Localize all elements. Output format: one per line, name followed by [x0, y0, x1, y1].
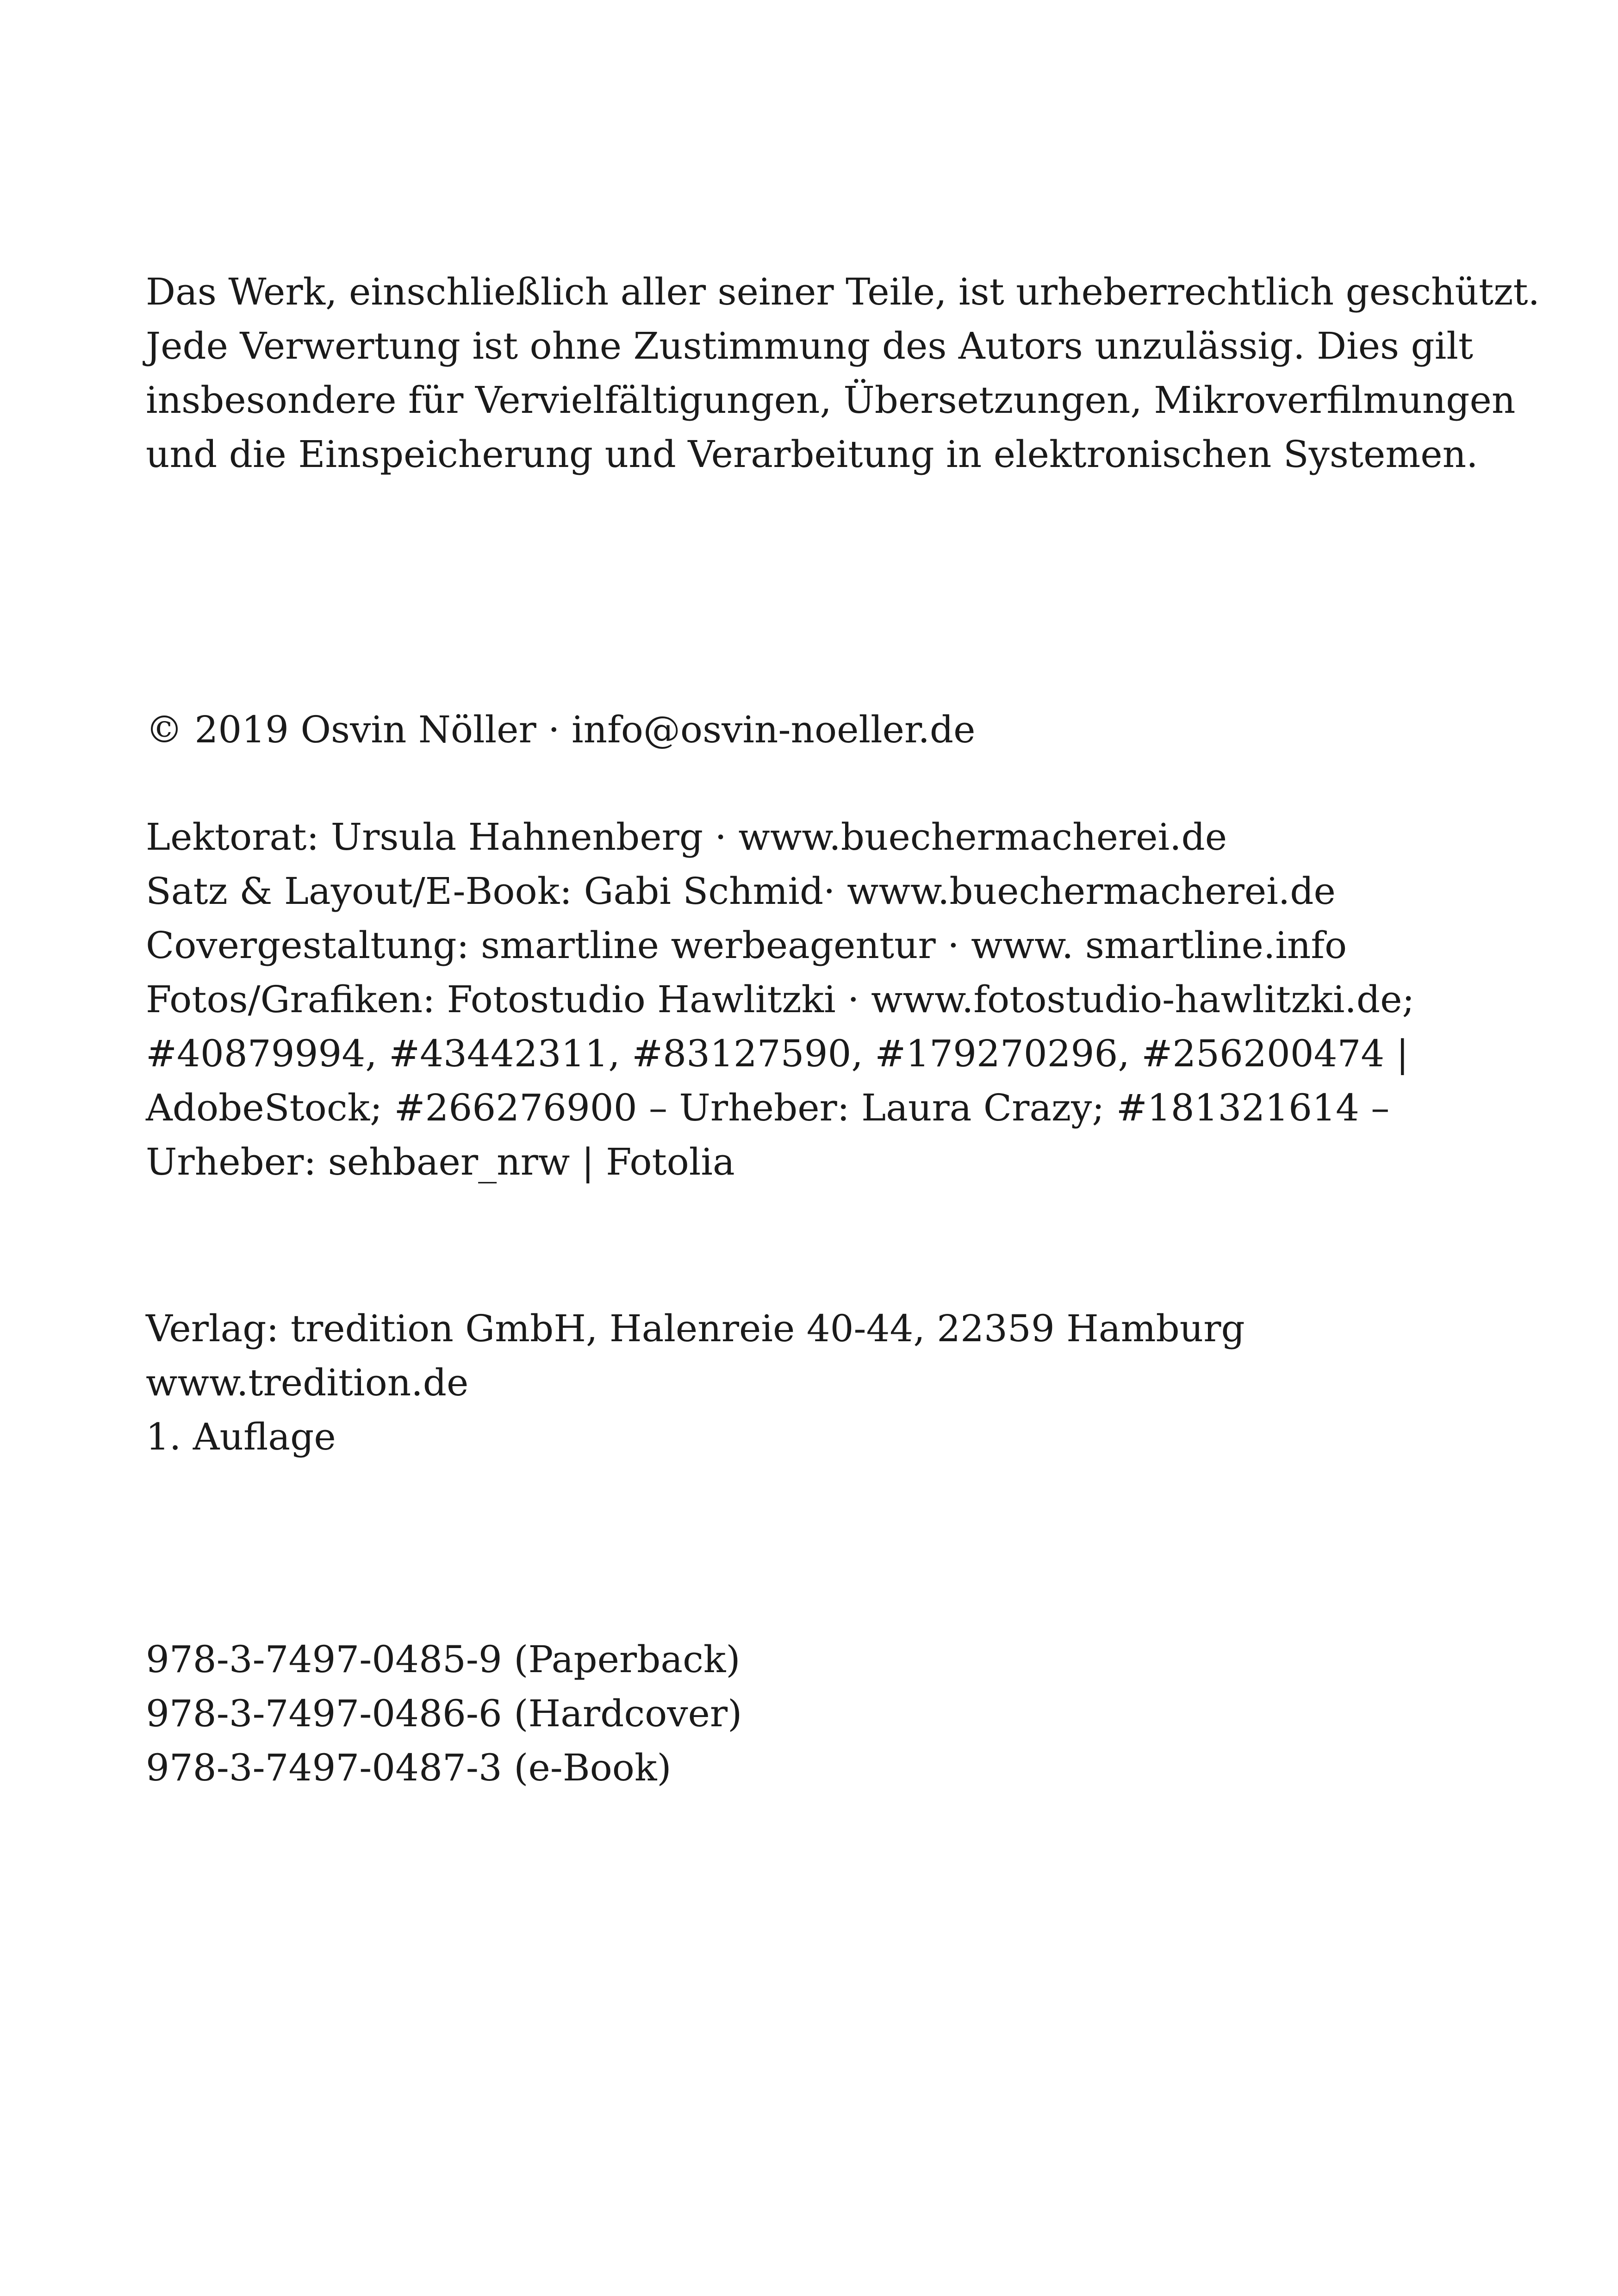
credits — [146, 810, 1488, 1189]
copyright-notice — [146, 703, 1488, 757]
rights-notice — [146, 265, 1540, 481]
isbn-ebook: 978-3-7497-0487-3 (e-Book) — [146, 1746, 672, 1789]
rights-line: Das Werk, einschließlich aller seiner Teile, ist urheberrechtlich geschützt. — [146, 270, 1540, 313]
credit-line: #40879994, #43442311, #83127590, #179270296, #256200474 | — [146, 1032, 1409, 1075]
rights-line: und die Einspeicherung und Verarbeitung in elektronischen Systemen. — [146, 433, 1478, 476]
copyright-line: © 2019 Osvin Nöller · info@osvin-noeller.de — [146, 708, 976, 751]
credit-line: Satz & Layout/E-Book: Gabi Schmid· www.buechermacherei.de — [146, 870, 1336, 913]
credit-line: Covergestaltung: smartline werbeagentur · www. smartline.info — [146, 924, 1347, 967]
rights-line: insbesondere für Vervielfältigungen, Übersetzungen, Mikroverfilmungen — [146, 379, 1516, 422]
isbn-list — [146, 1632, 1488, 1795]
publisher-info — [146, 1301, 1488, 1464]
credit-line: AdobeStock; #266276900 – Urheber: Laura Crazy; #181321614 – — [146, 1086, 1390, 1129]
publisher-line: Verlag: tredition GmbH, Halenreie 40-44, 22359 Hamburg — [146, 1307, 1245, 1350]
isbn-paperback: 978-3-7497-0485-9 (Paperback) — [146, 1638, 741, 1681]
credit-line: Fotos/Grafiken: Fotostudio Hawlitzki · www.fotostudio-hawlitzki.de; — [146, 978, 1415, 1021]
rights-line: Jede Verwertung ist ohne Zustimmung des Autors unzulässig. Dies gilt — [146, 324, 1474, 367]
publisher-website: www.tredition.de — [146, 1361, 469, 1404]
isbn-hardcover: 978-3-7497-0486-6 (Hardcover) — [146, 1692, 742, 1735]
credit-line: Lektorat: Ursula Hahnenberg · www.buechermacherei.de — [146, 815, 1227, 859]
credit-line: Urheber: sehbaer_nrw | Fotolia — [146, 1140, 735, 1183]
edition: 1. Auflage — [146, 1415, 336, 1458]
